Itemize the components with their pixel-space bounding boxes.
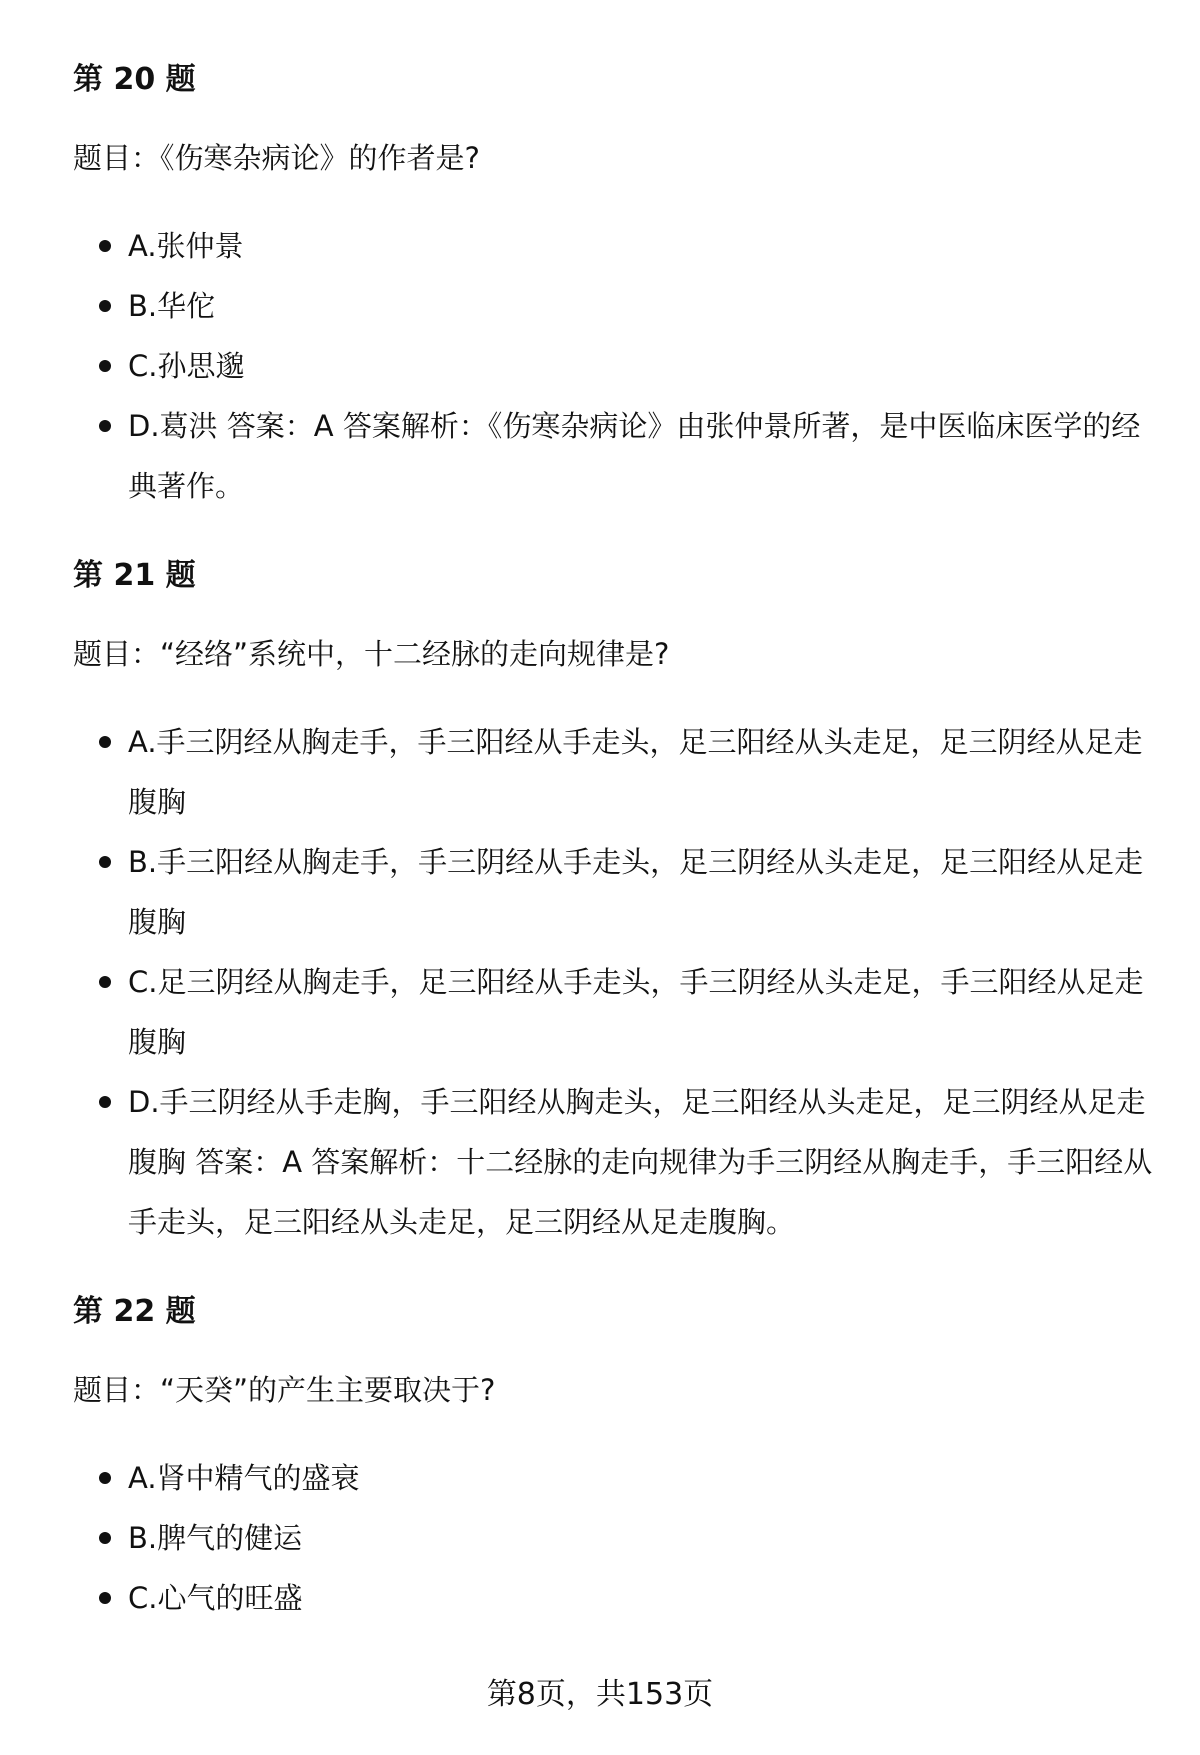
option-item xyxy=(73,1508,1158,1568)
bullet-icon xyxy=(99,360,111,372)
option-text: A.肾中精气的盛衰 xyxy=(128,1461,360,1495)
bullet-icon xyxy=(99,240,111,252)
option-text: A.手三阴经从胸走手，手三阳经从手走头，足三阳经从头走足，足三阴经从足走腹胸 xyxy=(128,725,1143,819)
question-stem: 题目：“经络”系统中，十二经脉的走向规律是? xyxy=(73,637,670,671)
option-item xyxy=(73,712,1158,832)
question-21 xyxy=(73,556,1158,1252)
option-text: C.孙思邈 xyxy=(128,349,245,383)
question-title: 第 22 题 xyxy=(73,1294,196,1329)
option-text: C.足三阴经从胸走手，足三阳经从手走头，手三阴经从头走足，手三阳经从足走腹胸 xyxy=(128,965,1144,1059)
bullet-icon xyxy=(99,736,111,748)
bullet-icon xyxy=(99,1532,111,1544)
option-item xyxy=(73,1568,1158,1628)
option-item xyxy=(73,952,1158,1072)
bullet-icon xyxy=(99,976,111,988)
question-22 xyxy=(73,1292,1158,1628)
question-stem: 题目：《伤寒杂病论》的作者是? xyxy=(73,141,480,175)
option-text: B.华佗 xyxy=(128,289,216,323)
option-list xyxy=(73,712,1158,1252)
question-title: 第 21 题 xyxy=(73,558,196,593)
option-list xyxy=(73,1448,1158,1628)
option-text: A.张仲景 xyxy=(128,229,244,263)
option-text: D.葛洪 答案：A 答案解析：《伤寒杂病论》由张仲景所著，是中医临床医学的经典著作。 xyxy=(128,409,1141,503)
option-item xyxy=(73,216,1158,276)
option-item xyxy=(73,276,1158,336)
page-number-footer: 第8页，共153页 xyxy=(486,1677,714,1712)
bullet-icon xyxy=(99,300,111,312)
option-item xyxy=(73,1448,1158,1508)
option-text: D.手三阴经从手走胸，手三阳经从胸走头，足三阳经从头走足，足三阴经从足走腹胸 答案：A 答案解析：十二经脉的走向规律为手三阴经从胸走手，手三阳经从手走头，足三阳经从头走足，足三阴经从足走腹胸。 xyxy=(128,1085,1153,1239)
bullet-icon xyxy=(99,1096,111,1108)
option-item xyxy=(73,832,1158,952)
question-20 xyxy=(73,60,1158,516)
option-text: B.手三阳经从胸走手，手三阴经从手走头，足三阴经从头走足，足三阳经从足走腹胸 xyxy=(128,845,1144,939)
question-title: 第 20 题 xyxy=(73,62,196,97)
option-item xyxy=(73,396,1158,516)
option-item xyxy=(73,336,1158,396)
bullet-icon xyxy=(99,856,111,868)
bullet-icon xyxy=(99,1592,111,1604)
question-stem: 题目：“天癸”的产生主要取决于? xyxy=(73,1373,496,1407)
bullet-icon xyxy=(99,420,111,432)
option-text: B.脾气的健运 xyxy=(128,1521,303,1555)
bullet-icon xyxy=(99,1472,111,1484)
option-list xyxy=(73,216,1158,516)
option-text: C.心气的旺盛 xyxy=(128,1581,303,1615)
page-content xyxy=(73,60,1158,1668)
option-item xyxy=(73,1072,1158,1252)
